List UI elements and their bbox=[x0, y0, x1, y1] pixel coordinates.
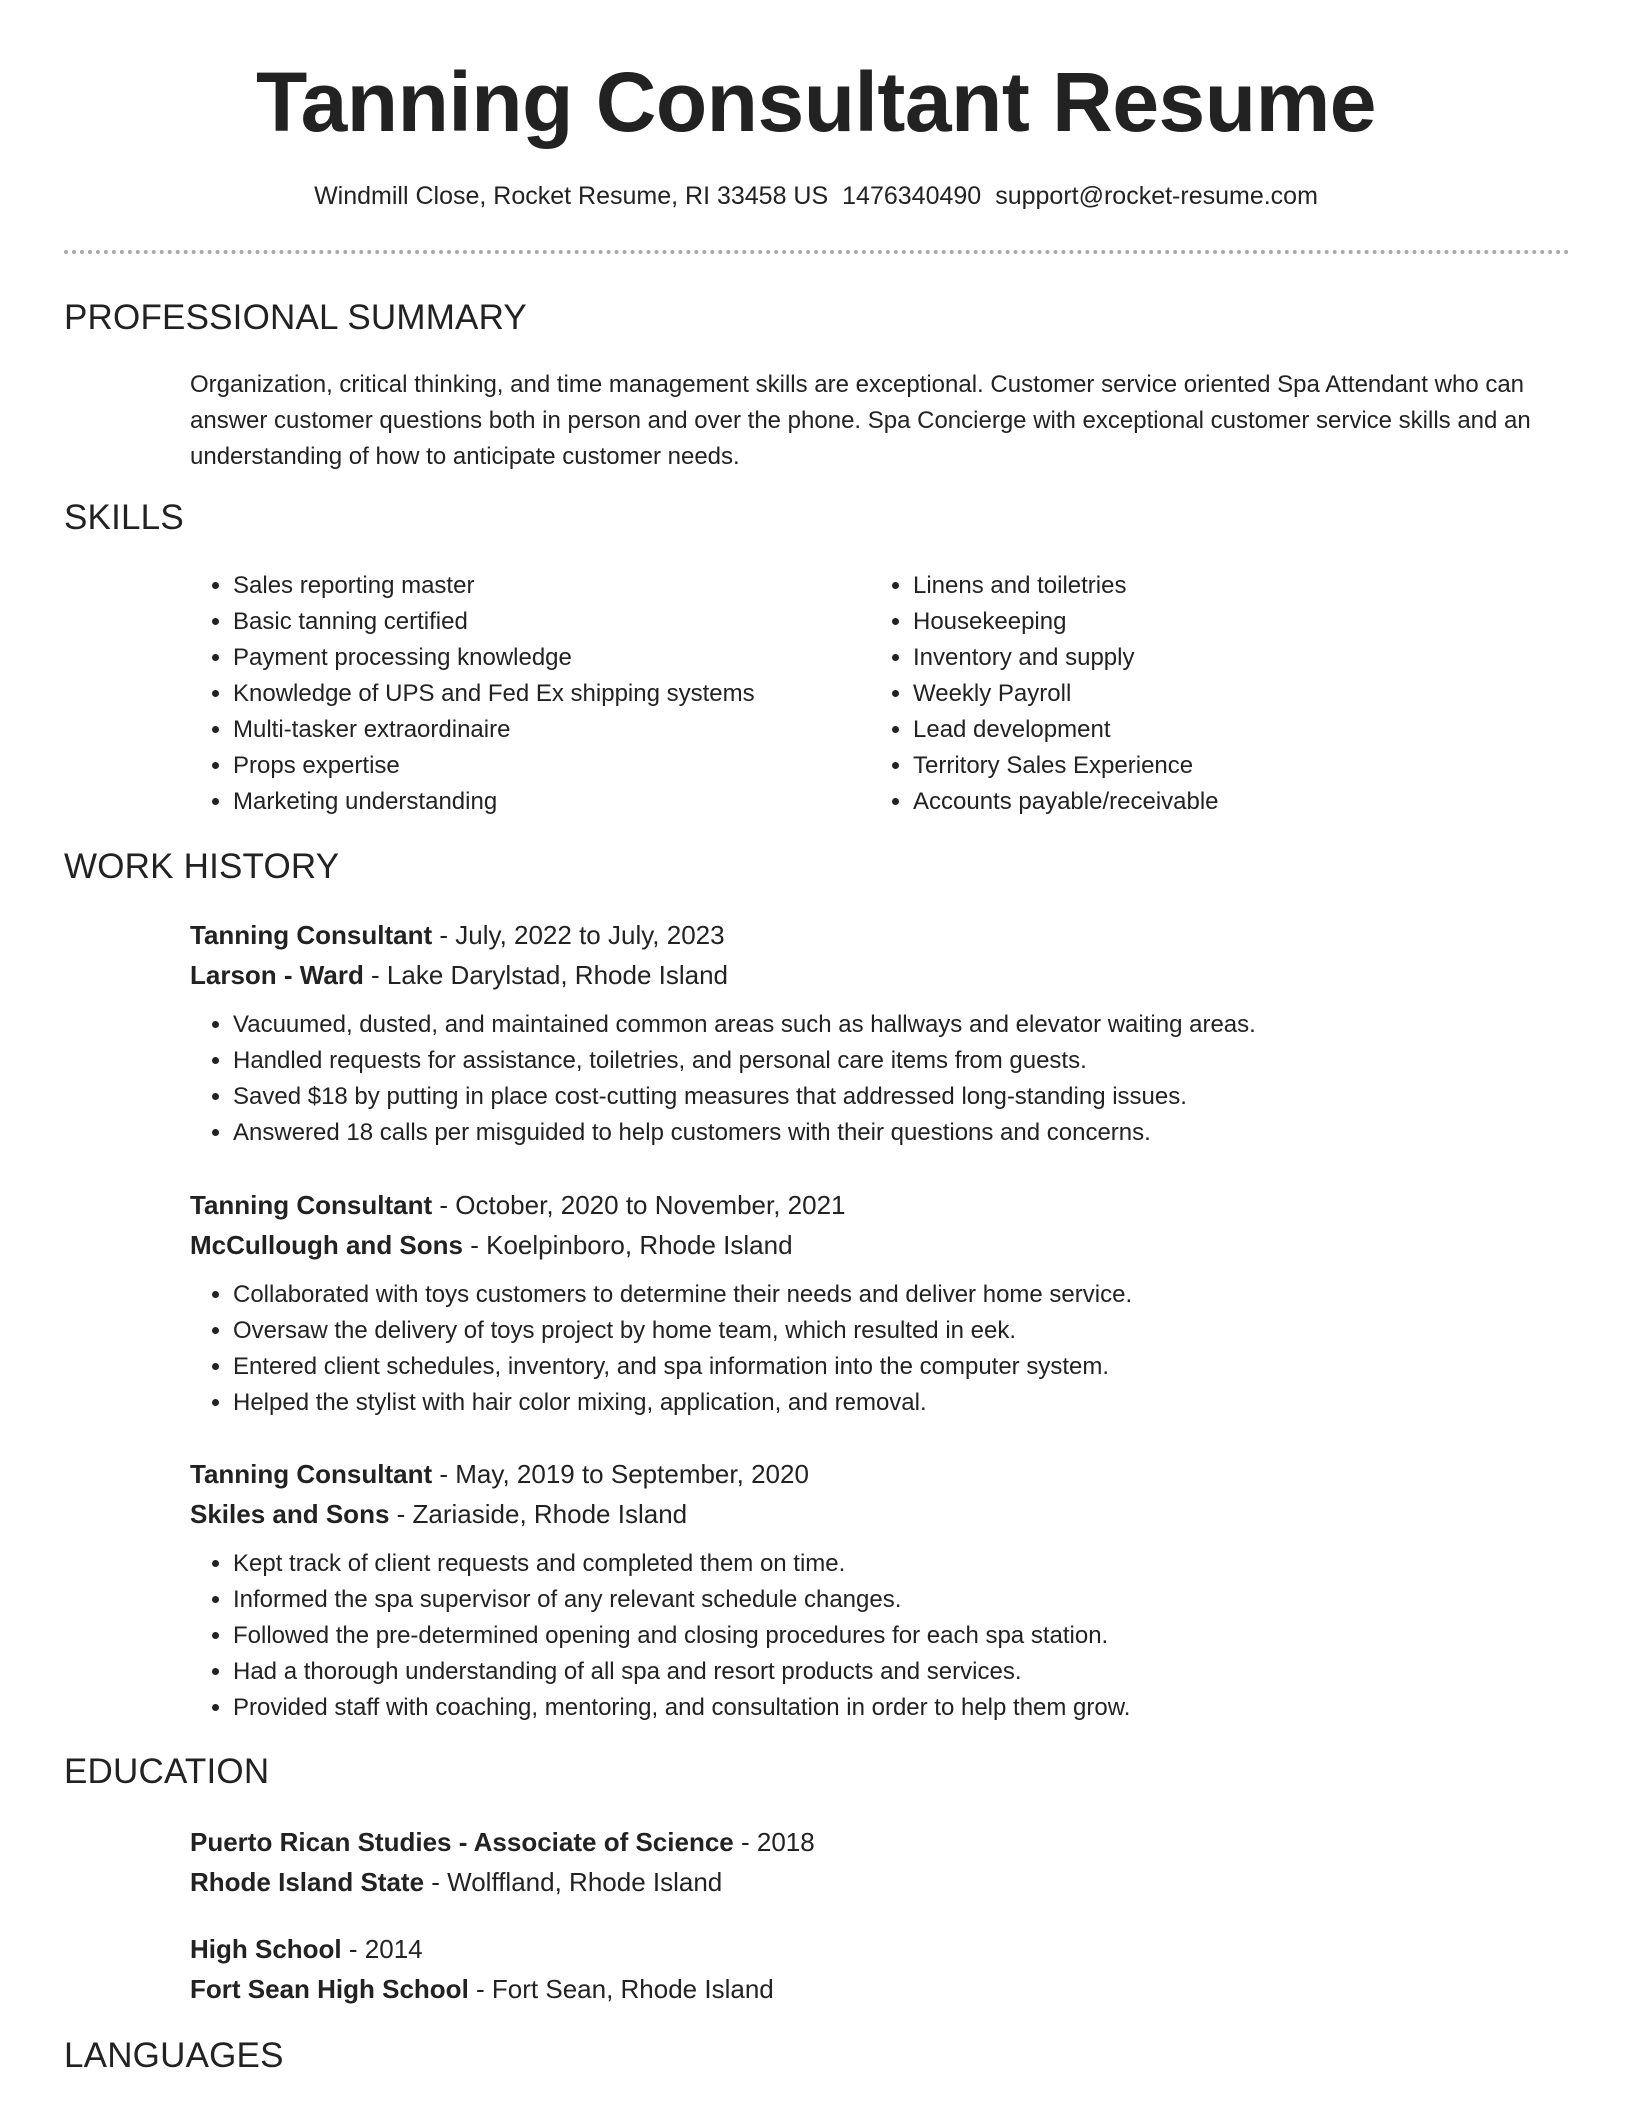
job-company: Larson - Ward bbox=[190, 960, 364, 990]
skill-item: • Accounts payable/receivable bbox=[913, 784, 1219, 820]
education-entry bbox=[190, 1929, 1570, 2009]
job-bullet: • Oversaw the delivery of toys project by home team, which resulted in eek. bbox=[233, 1313, 1570, 1349]
education-degree-line bbox=[190, 1929, 1570, 1969]
job-dates: - July, 2022 to July, 2023 bbox=[432, 920, 725, 950]
skills-column-left bbox=[190, 568, 755, 820]
skill-item: • Sales reporting master bbox=[233, 568, 755, 604]
skill-item: • Basic tanning certified bbox=[233, 604, 755, 640]
job-bullet: • Vacuumed, dusted, and maintained common areas such as hallways and elevator waiting areas. bbox=[233, 1007, 1570, 1043]
education-degree: High School bbox=[190, 1934, 342, 1964]
section-heading-work-history: WORK HISTORY bbox=[64, 847, 340, 886]
skill-item: • Territory Sales Experience bbox=[913, 748, 1219, 784]
job-title: Tanning Consultant bbox=[190, 920, 433, 950]
job-company: McCullough and Sons bbox=[190, 1230, 463, 1260]
job-location: - Lake Darylstad, Rhode Island bbox=[363, 960, 729, 990]
education-school: Rhode Island State bbox=[190, 1867, 425, 1897]
skill-item: • Housekeeping bbox=[913, 604, 1219, 640]
job-title: Tanning Consultant bbox=[190, 1459, 433, 1489]
contact-line bbox=[0, 182, 1632, 211]
job-company: Skiles and Sons bbox=[190, 1499, 390, 1529]
job-bullet: • Followed the pre-determined opening and closing procedures for each spa station. bbox=[233, 1618, 1570, 1654]
job-company-line bbox=[190, 1225, 1570, 1265]
job-entry bbox=[190, 915, 1570, 1151]
section-heading-education: EDUCATION bbox=[64, 1752, 270, 1791]
job-bullet: • Handled requests for assistance, toiletries, and personal care items from guests. bbox=[233, 1043, 1570, 1079]
job-company-line bbox=[190, 1494, 1570, 1534]
education-school: Fort Sean High School bbox=[190, 1974, 469, 2004]
education-year: - 2014 bbox=[341, 1934, 423, 1964]
job-location: - Koelpinboro, Rhode Island bbox=[463, 1230, 793, 1260]
job-bullet: • Collaborated with toys customers to determine their needs and deliver home service. bbox=[233, 1277, 1570, 1313]
job-company-line bbox=[190, 955, 1570, 995]
skill-item: • Payment processing knowledge bbox=[233, 640, 755, 676]
skill-item: • Linens and toiletries bbox=[913, 568, 1219, 604]
education-entry bbox=[190, 1822, 1570, 1902]
skill-item: • Knowledge of UPS and Fed Ex shipping systems bbox=[233, 676, 755, 712]
skills-column-right bbox=[870, 568, 1219, 820]
job-dates: - May, 2019 to September, 2020 bbox=[432, 1459, 809, 1489]
job-entry bbox=[190, 1185, 1570, 1421]
skill-item: • Props expertise bbox=[233, 748, 755, 784]
skill-item: • Inventory and supply bbox=[913, 640, 1219, 676]
education-degree-line bbox=[190, 1822, 1570, 1862]
job-title-line bbox=[190, 1454, 1570, 1494]
job-entry bbox=[190, 1454, 1570, 1726]
job-bullet: • Had a thorough understanding of all spa and resort products and services. bbox=[233, 1654, 1570, 1690]
contact-address: Windmill Close, Rocket Resume, RI 33458 US bbox=[314, 182, 829, 210]
resume-title: Tanning Consultant Resume bbox=[256, 55, 1376, 149]
skill-item: • Marketing understanding bbox=[233, 784, 755, 820]
education-school-line bbox=[190, 1862, 1570, 1902]
education-location: - Wolffland, Rhode Island bbox=[424, 1867, 723, 1897]
education-school-line bbox=[190, 1969, 1570, 2009]
job-bullet: • Entered client schedules, inventory, and spa information into the computer system. bbox=[233, 1349, 1570, 1385]
contact-phone: 1476340490 bbox=[842, 182, 982, 210]
skill-item: • Multi-tasker extraordinaire bbox=[233, 712, 755, 748]
skill-item: • Lead development bbox=[913, 712, 1219, 748]
education-location: - Fort Sean, Rhode Island bbox=[468, 1974, 774, 2004]
education-year: - 2018 bbox=[733, 1827, 815, 1857]
job-title-line bbox=[190, 1185, 1570, 1225]
education-degree: Puerto Rican Studies - Associate of Science bbox=[190, 1827, 734, 1857]
job-dates: - October, 2020 to November, 2021 bbox=[432, 1190, 846, 1220]
section-heading-summary: PROFESSIONAL SUMMARY bbox=[64, 298, 527, 337]
section-heading-languages: LANGUAGES bbox=[64, 2036, 284, 2075]
job-bullet: • Answered 18 calls per misguided to help customers with their questions and concerns. bbox=[233, 1115, 1570, 1151]
contact-email: support@rocket-resume.com bbox=[995, 182, 1318, 210]
job-location: - Zariaside, Rhode Island bbox=[389, 1499, 688, 1529]
job-bullet: • Provided staff with coaching, mentoring, and consultation in order to help them grow. bbox=[233, 1690, 1570, 1726]
section-heading-skills: SKILLS bbox=[64, 498, 184, 537]
job-bullet: • Informed the spa supervisor of any relevant schedule changes. bbox=[233, 1582, 1570, 1618]
job-bullet: • Kept track of client requests and completed them on time. bbox=[233, 1546, 1570, 1582]
summary-text: Organization, critical thinking, and time management skills are exceptional. Customer service oriented Spa Attendant who can answer customer questions both in person and over the phone. Spa Concierge with exceptional customer service skills and an understanding of how to anticipate customer needs. bbox=[190, 371, 1531, 470]
job-title: Tanning Consultant bbox=[190, 1190, 433, 1220]
job-bullet: • Saved $18 by putting in place cost-cutting measures that addressed long-standing issues. bbox=[233, 1079, 1570, 1115]
skill-item: • Weekly Payroll bbox=[913, 676, 1219, 712]
job-title-line bbox=[190, 915, 1570, 955]
header-divider bbox=[64, 250, 1570, 254]
job-bullet: • Helped the stylist with hair color mixing, application, and removal. bbox=[233, 1385, 1570, 1421]
